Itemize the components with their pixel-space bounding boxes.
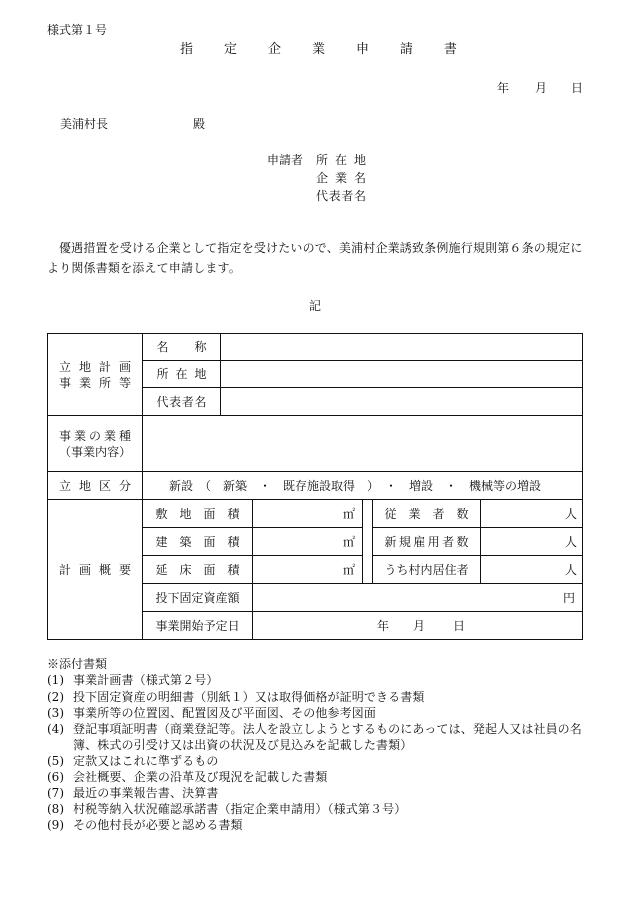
building-area-label-cell (143, 528, 253, 556)
attachment-text: 投下固定資産の明細書（別紙１）又は取得価格が証明できる書類 (73, 690, 425, 704)
site-section-label (48, 334, 143, 416)
attachment-number: (8) (47, 802, 64, 816)
site-area-label-cell (143, 500, 253, 528)
attachment-number: (7) (47, 786, 64, 800)
building-area-unit: ㎡ (253, 528, 363, 556)
fixed-assets-label: 投 下 固 定 資 産 額 (155, 590, 240, 605)
body-text-line-2: より関係書類を添えて申請します。 (47, 261, 241, 275)
attachment-text: 会社概要、企業の沿革及び現況を記載した書類 (73, 770, 328, 784)
attachment-item (47, 785, 218, 801)
site-area-unit: ㎡ (253, 500, 363, 528)
attachment-text-continuation: 簿、株式の引受け又は出資の状況及び見込みを記載した書類） (73, 738, 413, 752)
body-text-line-1: 優遇措置を受ける企業として指定を受けたいので、美浦村企業誘致条例施行規則第６条の規定に (59, 241, 583, 255)
local-residents-label-cell (373, 556, 481, 584)
attachment-number: (1) (47, 673, 64, 687)
site-address-value (221, 361, 583, 388)
business-type-label-cell (48, 416, 143, 472)
site-label-line-2: 事 業 所 等 (59, 375, 131, 390)
floor-area-label-cell (143, 556, 253, 584)
attachment-item (47, 721, 582, 737)
attachment-number: (2) (47, 690, 64, 704)
floor-area-unit: ㎡ (253, 556, 363, 584)
start-date-value (253, 612, 583, 640)
plan-section-label-cell (48, 500, 143, 640)
start-date-label: 事 業 開 始 予 定 日 (155, 618, 240, 633)
document-title: 指 定 企 業 申 請 書 (180, 42, 457, 57)
local-residents-label: う ち 村 内 居 住 者 (384, 562, 469, 577)
plan-section-label: 計 画 概 要 (59, 562, 131, 577)
attachment-text: その他村長が必要と認める書類 (73, 818, 243, 832)
building-area-label: 建 築 面 積 (155, 534, 240, 549)
attachments-heading: ※添付書類 (47, 657, 108, 671)
site-representative-value (221, 388, 583, 416)
business-content-label: （ 事 業 内 容 ） (59, 444, 132, 459)
start-date-day: 日 (453, 619, 466, 633)
attachment-item (47, 705, 376, 721)
site-label-line-1: 立 地 計 画 (59, 359, 131, 374)
attachment-text: 事業計画書（様式第２号） (73, 673, 219, 687)
addressee-honorific: 殿 (193, 117, 206, 131)
attachment-text: 定款又はこれに準ずるもの (73, 754, 219, 768)
site-representative-label: 代 表 者 名 (156, 394, 207, 409)
applicant-representative-label: 代 表 者 名 (316, 189, 366, 203)
date-day-label: 日 (571, 81, 584, 95)
local-residents-unit: 人 (481, 556, 583, 584)
start-date-year: 年 (377, 619, 390, 633)
attachment-number: (5) (47, 754, 64, 768)
addressee-name: 美浦村長 (60, 117, 109, 131)
attachment-item (47, 817, 243, 833)
employees-label: 従 業 者 数 (384, 506, 469, 521)
fixed-assets-label-cell (143, 584, 253, 612)
date-year-label: 年 (497, 81, 510, 95)
attachment-number: (4) (47, 722, 64, 736)
form-number: 様式第１号 (47, 23, 108, 37)
employees-label-cell (373, 500, 481, 528)
site-address-label: 所 在 地 (156, 367, 207, 381)
date-month-label: 月 (535, 81, 548, 95)
note-heading: 記 (309, 299, 322, 313)
attachment-item (47, 753, 218, 769)
attachment-item (47, 801, 406, 817)
attachment-text: 最近の事業報告書、決算書 (73, 786, 219, 800)
attachment-text: 事業所等の位置図、配置図及び平面図、その他参考図面 (73, 706, 377, 720)
start-date-label-cell (143, 612, 253, 640)
applicant-label: 申請者 (267, 153, 304, 167)
attachment-item (47, 672, 218, 688)
start-date-month: 月 (413, 619, 426, 633)
application-table (47, 333, 583, 640)
fixed-assets-unit: 円 (253, 584, 583, 612)
site-area-label: 敷 地 面 積 (155, 506, 240, 521)
business-type-value (143, 416, 583, 472)
attachment-item (47, 769, 328, 785)
applicant-company-label: 企 業 名 (316, 171, 366, 185)
category-label-cell (48, 472, 143, 500)
attachment-number: (9) (47, 818, 64, 832)
attachment-text: 登記事項証明書（商業登記等。法人を設立しようとするものにあっては、発起人又は社員の名 (73, 722, 582, 736)
attachment-number: (6) (47, 770, 64, 784)
attachment-text: 村税等納入状況確認承諾書（指定企業申請用）（様式第３号） (73, 802, 407, 816)
site-name-label: 名 称 (156, 340, 207, 354)
employees-unit: 人 (481, 500, 583, 528)
floor-area-label: 延 床 面 積 (155, 562, 240, 577)
site-name-label-cell (143, 334, 221, 361)
new-hires-unit: 人 (481, 528, 583, 556)
new-hires-label: 新 規 雇 用 者 数 (384, 534, 469, 549)
category-options: 新設 （ 新築 ・ 既存施設取得 ） ・ 増設 ・ 機械等の増設 (143, 472, 583, 500)
category-label: 立 地 区 分 (59, 478, 131, 493)
new-hires-label-cell (373, 528, 481, 556)
column-gap (363, 500, 373, 584)
site-address-label-cell (143, 361, 221, 388)
site-representative-label-cell (143, 388, 221, 416)
attachment-item (47, 689, 424, 705)
site-name-value (221, 334, 583, 361)
attachment-number: (3) (47, 706, 64, 720)
applicant-address-label: 所 在 地 (316, 153, 366, 167)
business-type-label: 事 業 の 業 種 (59, 428, 131, 443)
